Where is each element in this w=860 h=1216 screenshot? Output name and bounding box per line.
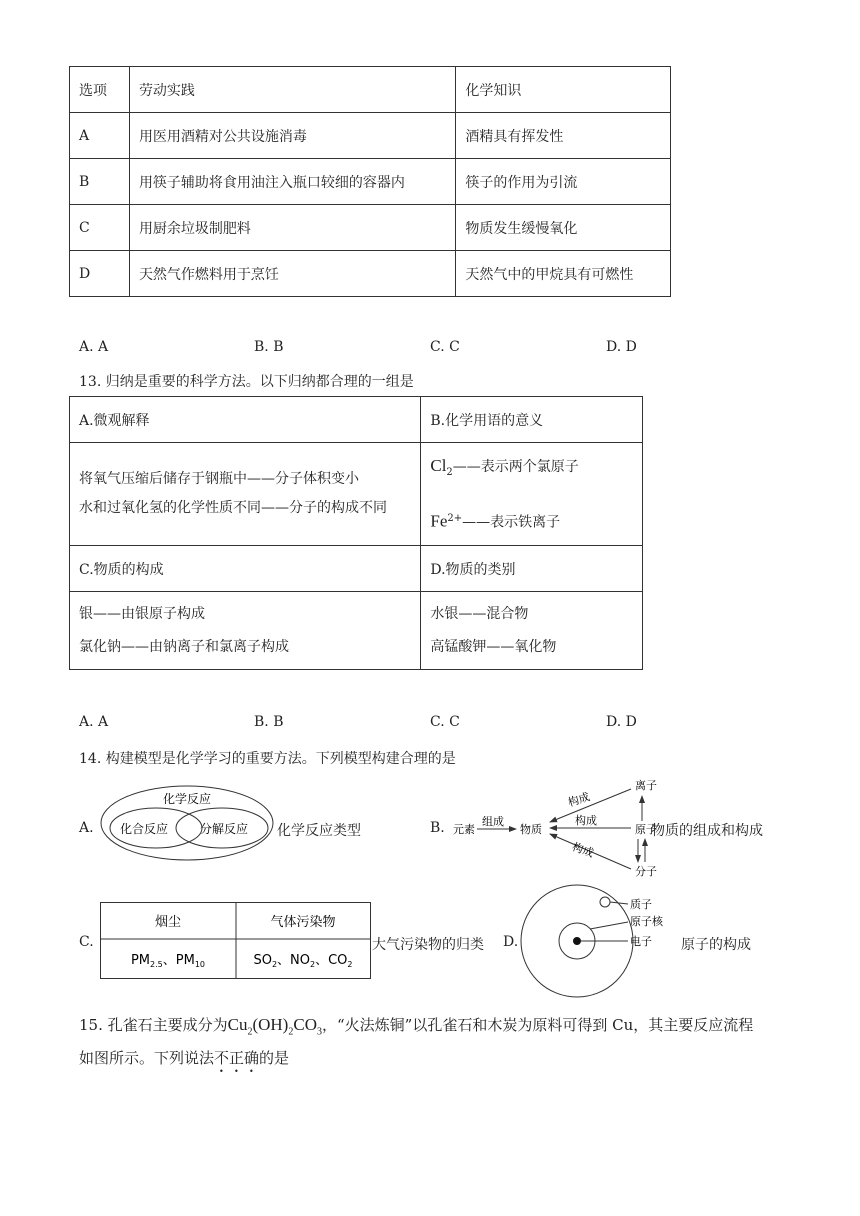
table-cell: C [70, 205, 130, 251]
option-b-caption: 物质的组成和构成 [651, 823, 763, 839]
option-a-label[interactable]: A. [79, 820, 94, 836]
question-15-line-2: 如图所示。下列说法不正确的是 [79, 1049, 290, 1067]
element-label: 元素 [453, 823, 475, 836]
pollutant-table-diagram [100, 901, 372, 981]
left-label: 化合反应 [119, 822, 169, 836]
c-line-2: 氯化钠——由钠离子和氯离子构成 [79, 638, 289, 655]
option-a[interactable]: A. A [79, 339, 109, 355]
cell-d-title: D.物质的类别 [421, 546, 643, 592]
table-cell: A [70, 113, 130, 159]
table-cell: D [70, 251, 130, 297]
question-13-stem: 13. 归纳是重要的科学方法。以下归纳都合理的一组是 [79, 374, 414, 390]
proton-label: 质子 [630, 898, 652, 911]
option-c[interactable]: C. C [430, 714, 460, 730]
outer-label: 化学反应 [162, 792, 212, 806]
cell-c-content [70, 592, 421, 670]
atom-label: 原子 [635, 823, 657, 836]
table-cell: 用厨余垃圾制肥料 [129, 205, 455, 251]
cell-b-content [421, 443, 643, 546]
option-c-caption: 大气污染物的归类 [372, 937, 484, 953]
option-c-label[interactable]: C. [79, 934, 94, 950]
table-header: 化学知识 [456, 67, 671, 113]
cell-c-title: C.物质的构成 [70, 546, 421, 592]
nucleus-label: 原子核 [630, 915, 663, 928]
table-cell: 酒精具有挥发性 [456, 113, 671, 159]
option-c[interactable]: C. C [430, 339, 460, 355]
composition-diagram [448, 776, 673, 880]
table-cell: 筷子的作用为引流 [456, 159, 671, 205]
cell-a-content [70, 443, 421, 546]
right-label: 分解反应 [199, 822, 249, 836]
cell-d-content [421, 592, 643, 670]
table-cell: 天然气中的甲烷具有可燃性 [456, 251, 671, 297]
c-line-1: 银——由银原子构成 [79, 605, 205, 622]
option-d-label[interactable]: D. [503, 934, 519, 950]
a-line-1: 将氧气压缩后储存于钢瓶中——分子体积变小 [79, 471, 359, 488]
option-a[interactable]: A. A [79, 714, 109, 730]
malachite-formula: $Cu_2(OH)_2CO_3$ [227, 1015, 322, 1038]
table-cell: 天然气作燃料用于烹饪 [129, 251, 455, 297]
construct-label-top: 构成 [566, 790, 592, 810]
cell-b-title: B.化学用语的意义 [421, 397, 643, 443]
ion-label: 离子 [635, 779, 657, 792]
question-15-line-1: 15. 孔雀石主要成分为$Cu_2(OH)_2CO_3$，“火法炼铜”以孔雀石和木炭为原料可得到 Cu，其主要反应流程 [79, 1015, 754, 1038]
gas-header: 气体污染物 [270, 915, 336, 930]
construct-label-bottom: 构成 [570, 840, 596, 860]
practice-knowledge-table [69, 66, 671, 297]
dust-values: $PM_{2.5}$、$PM_{10}$ [130, 953, 206, 969]
table-cell: 用筷子辅助将食用油注入瓶口较细的容器内 [129, 159, 455, 205]
option-b-label[interactable]: B. [430, 820, 445, 836]
a-line-2: 水和过氧化氢的化学性质不同——分子的构成不同 [79, 500, 387, 517]
substance-label: 物质 [520, 823, 542, 836]
atom-structure-diagram [520, 882, 680, 1004]
induction-table [69, 396, 643, 670]
construct-label-mid: 构成 [575, 814, 597, 827]
d-line-1: 水银——混合物 [430, 605, 529, 622]
compose-label: 组成 [482, 815, 504, 828]
molecule-label: 分子 [635, 865, 657, 878]
option-b[interactable]: B. B [254, 339, 284, 355]
table-cell: 物质发生缓慢氧化 [456, 205, 671, 251]
table-header: 劳动实践 [129, 67, 455, 113]
electron-label: 电子 [630, 935, 652, 948]
b-line-1: $Cl_2——$表示两个氯原子 [430, 456, 579, 478]
option-d-caption: 原子的构成 [681, 937, 751, 953]
cell-a-title: A.微观解释 [70, 397, 421, 443]
option-d[interactable]: D. D [606, 714, 637, 730]
option-b[interactable]: B. B [254, 714, 284, 730]
option-d[interactable]: D. D [606, 339, 637, 355]
question-14-stem: 14. 构建模型是化学学习的重要方法。下列模型构建合理的是 [79, 751, 456, 767]
dust-header: 烟尘 [154, 915, 182, 930]
option-a-caption: 化学反应类型 [277, 823, 361, 839]
table-header: 选项 [70, 67, 130, 113]
reaction-type-diagram [98, 783, 278, 863]
b-line-2: $Fe^{2+}——$表示铁离子 [430, 511, 561, 531]
emphasis-text: 不正确 [214, 1049, 260, 1067]
table-cell: 用医用酒精对公共设施消毒 [129, 113, 455, 159]
gas-values: $SO_2$、$NO_2$、$CO_2$ [253, 953, 353, 969]
d-line-2: 高锰酸钾——氧化物 [430, 638, 557, 655]
table-cell: B [70, 159, 130, 205]
